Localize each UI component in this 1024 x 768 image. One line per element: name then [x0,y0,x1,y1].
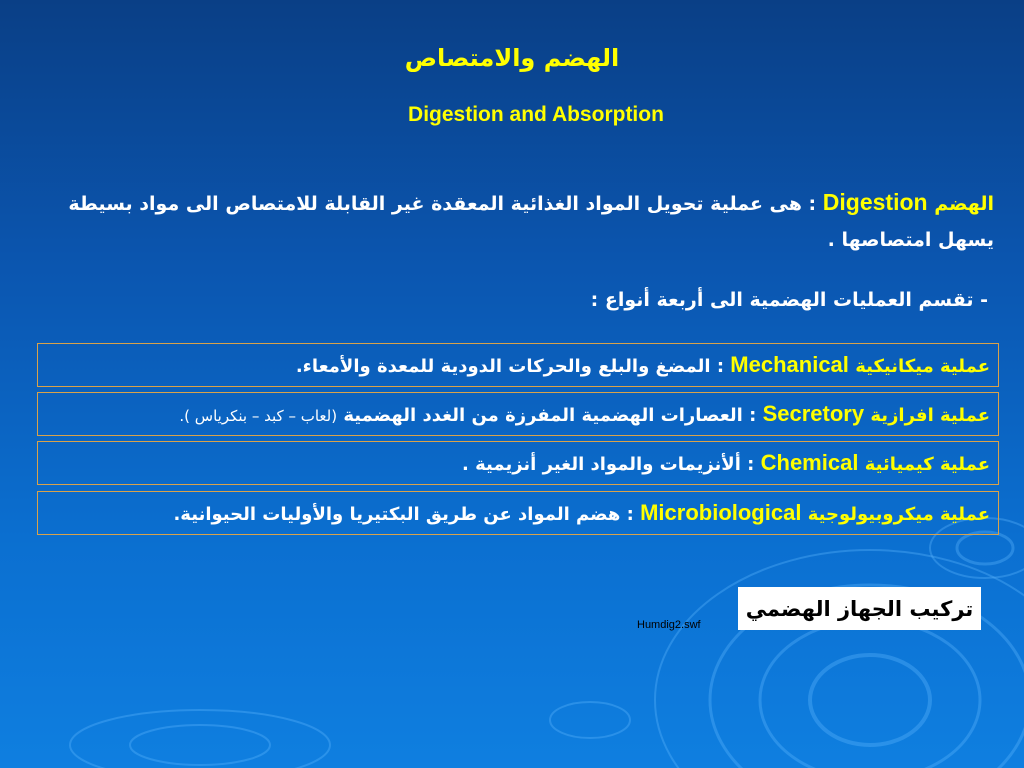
process-name-arabic: عملية كيميائية [864,454,990,475]
process-note: (لعاب – كبد – بنكرياس ). [179,407,338,425]
slide-title-english: Digestion and Absorption [408,103,664,126]
digestive-system-structure-link[interactable]: تركيب الجهاز الهضمي [738,587,981,630]
process-description: : هضم المواد عن طريق البكتيريا والأوليات الحيوانية. [173,504,634,525]
process-name-english: Secretory [762,401,865,426]
process-description: : المضغ والبلع والحركات الدودية للمعدة والأمعاء. [295,356,725,377]
process-description: : ألأنزيمات والمواد الغير أنزيمية . [462,454,755,475]
definition-term-arabic: الهضم [934,193,994,215]
process-name-english: Microbiological [640,500,802,525]
process-intro: - تقسم العمليات الهضمية الى أربعة أنواع : [590,289,988,311]
definition-text: : هى عملية تحويل المواد الغذائية المعقدة غير القابلة للامتصاص الى مواد بسيطة يسهل امتصاصها . [68,193,994,251]
slide-title-arabic: الهضم والامتصاص [404,44,620,72]
process-name-arabic: عملية ميكروبيولوجية [807,504,990,525]
process-box-microbiological [37,491,999,535]
process-box-secretory [37,392,999,436]
process-box-chemical [37,441,999,485]
definition-term-english: Digestion [822,189,928,215]
process-name-english: Chemical [760,450,859,475]
process-name-arabic: عملية ميكانيكية [855,356,990,377]
process-box-mechanical [37,343,999,387]
digestion-definition [38,184,994,258]
process-description: : العصارات الهضمية المفرزة من الغدد الهضمية [343,405,757,426]
process-name-arabic: عملية افرازية [870,405,990,426]
flash-file-name: Humdig2.swf [637,619,701,631]
process-name-english: Mechanical [730,352,849,377]
